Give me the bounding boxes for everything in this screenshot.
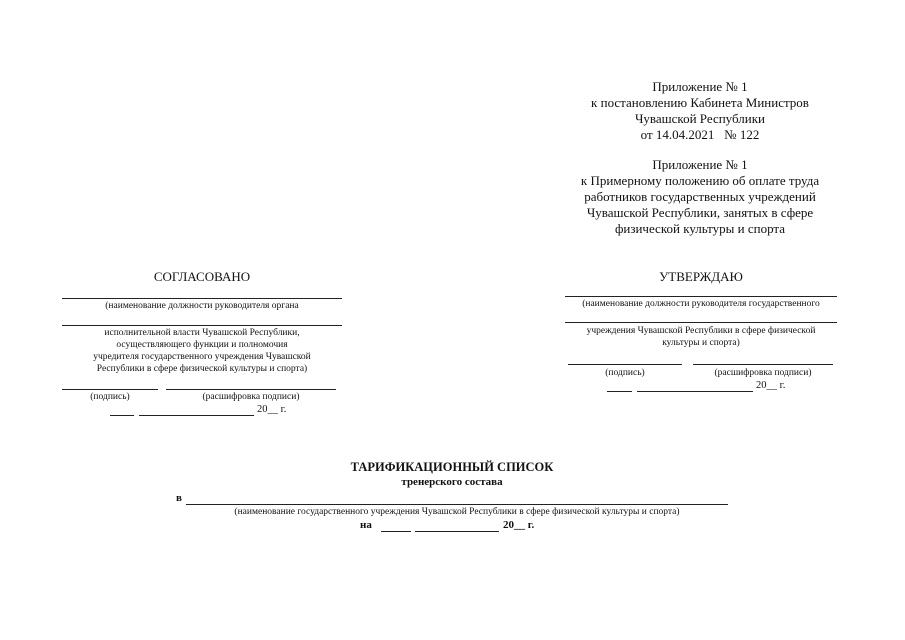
appendix-2-block bbox=[540, 157, 860, 237]
agreed-decoding-caption: (расшифровка подписи) bbox=[202, 392, 300, 402]
agreed-position-line bbox=[62, 298, 342, 299]
agreed-date-suffix: 20__ г. bbox=[257, 404, 287, 415]
agreed-org-caption-line-4: Республики в сфере физической культуры и спорта) bbox=[96, 364, 308, 374]
appendix-1-block bbox=[540, 79, 860, 143]
approved-signature-caption: (подпись) bbox=[605, 368, 645, 378]
document-title: ТАРИФИКАЦИОННЫЙ СПИСОК bbox=[350, 460, 554, 474]
period-prefix: на bbox=[360, 519, 372, 531]
appendix-2-line-1: Приложение № 1 bbox=[652, 157, 748, 172]
approved-org-caption bbox=[560, 325, 842, 349]
agreed-day-line bbox=[110, 415, 134, 416]
approved-decoding-caption: (расшифровка подписи) bbox=[714, 368, 812, 378]
approved-month-line bbox=[637, 391, 753, 392]
period-day-line bbox=[381, 531, 411, 532]
institution-line bbox=[186, 504, 728, 505]
period-year-suffix: 20__ г. bbox=[503, 519, 535, 531]
institution-caption: (наименование государственного учреждения Чувашской Республики в сфере физической культуры и спорта) bbox=[234, 507, 680, 517]
approved-decoding-line bbox=[693, 364, 833, 365]
agreed-signature-caption: (подпись) bbox=[90, 392, 130, 402]
approved-org-caption-line-1: учреждения Чувашской Республики в сфере физической bbox=[586, 326, 816, 336]
institution-prefix: в bbox=[176, 492, 182, 504]
approved-signature-line bbox=[568, 364, 682, 365]
appendix-2-line-3: работников государственных учреждений bbox=[584, 189, 816, 204]
agreed-position-caption: (наименование должности руководителя органа bbox=[105, 301, 299, 311]
approved-position-caption: (наименование должности руководителя государственного bbox=[582, 299, 820, 309]
appendix-2-line-4: Чувашской Республики, занятых в сфере bbox=[586, 205, 814, 220]
agreed-org-caption-line-3: учредителя государственного учреждения Чувашской bbox=[93, 352, 311, 362]
approved-position-line bbox=[565, 296, 837, 297]
approved-org-caption-line-2: культуры и спорта) bbox=[662, 338, 740, 348]
agreed-org-caption bbox=[62, 327, 342, 375]
agreed-org-caption-line-2: осуществляющего функции и полномочия bbox=[116, 340, 288, 350]
appendix-1-line-1: Приложение № 1 bbox=[652, 79, 748, 94]
approved-day-line bbox=[607, 391, 632, 392]
document-subtitle: тренерского состава bbox=[401, 476, 503, 488]
appendix-1-line-2: к постановлению Кабинета Министров bbox=[591, 95, 809, 110]
appendix-1-line-4: от 14.04.2021 № 122 bbox=[640, 127, 760, 142]
approved-org-line bbox=[565, 322, 837, 323]
agreed-heading: СОГЛАСОВАНО bbox=[153, 269, 251, 284]
agreed-org-caption-line-1: исполнительной власти Чувашской Республики, bbox=[104, 328, 300, 338]
appendix-1-line-3: Чувашской Республики bbox=[634, 111, 766, 126]
period-month-line bbox=[415, 531, 499, 532]
agreed-org-line bbox=[62, 325, 342, 326]
approved-heading: УТВЕРЖДАЮ bbox=[659, 269, 743, 284]
appendix-2-line-5: физической культуры и спорта bbox=[614, 221, 786, 236]
agreed-signature-line bbox=[62, 389, 158, 390]
approved-date-suffix: 20__ г. bbox=[756, 380, 786, 391]
agreed-month-line bbox=[139, 415, 254, 416]
appendix-2-line-2: к Примерному положению об оплате труда bbox=[580, 173, 820, 188]
agreed-decoding-line bbox=[166, 389, 336, 390]
